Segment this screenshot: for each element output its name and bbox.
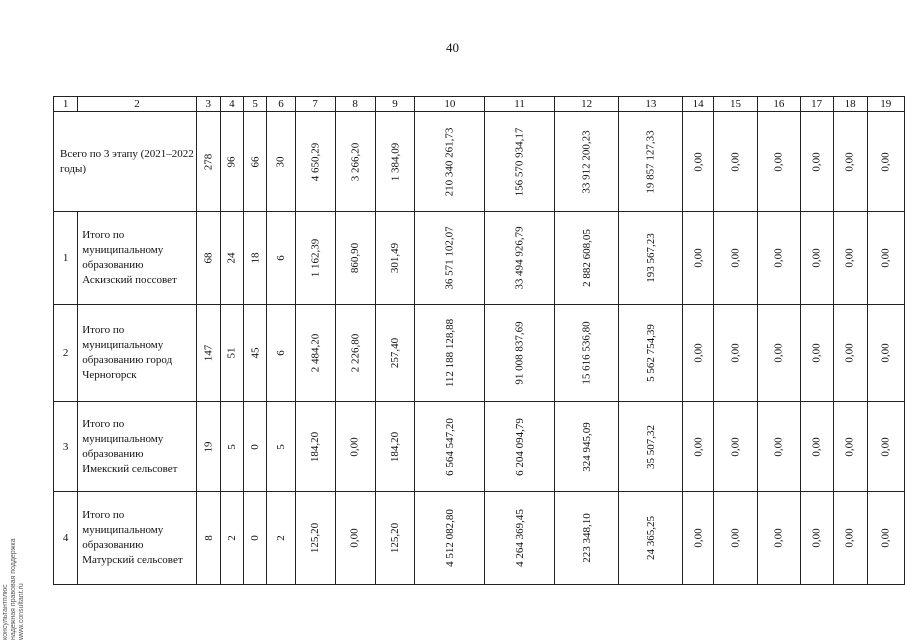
value-text: 0,00 [844,248,857,268]
value-text: 125,20 [389,522,401,554]
value-text: 2 484,20 [309,333,322,373]
value-cell [713,492,757,585]
value-cell [295,112,335,212]
value-cell [220,212,243,305]
value-text: 66 [249,156,262,167]
value-text: 6 564 547,20 [443,417,456,476]
value-cell [800,212,833,305]
total-label: Всего по 3 этапу (2021–2022 годы) [54,112,197,212]
value-cell [196,492,220,585]
page-number: 40 [446,40,459,55]
value-cell [267,305,295,402]
value-text: 8 [202,535,215,541]
value-text: 278 [202,153,215,170]
value-text: 33 912 200,23 [580,129,593,194]
value-text: 5 [274,443,287,450]
value-cell [758,212,801,305]
column-number: 2 [78,97,197,112]
table-row [54,305,905,402]
value-cell [267,112,295,212]
value-cell [713,305,757,402]
table-row [54,212,905,305]
column-number: 12 [554,97,618,112]
value-text: 0,00 [772,436,785,457]
value-text: 0,00 [879,528,892,548]
table-row [54,492,905,585]
value-text: 184,20 [309,431,322,462]
value-text: 0,00 [772,343,785,363]
value-cell [244,402,267,492]
value-cell [683,492,713,585]
value-text: 0,00 [879,436,892,457]
column-number: 15 [713,97,757,112]
value-cell [267,402,295,492]
value-cell [867,112,904,212]
value-text: 4 264 369,45 [513,509,526,567]
value-cell [833,402,867,492]
value-cell [196,112,220,212]
value-text: 19 [202,441,215,452]
value-cell [800,402,833,492]
value-cell [267,492,295,585]
value-cell [244,212,267,305]
value-cell [867,402,904,492]
value-cell [295,305,335,402]
value-text: 0,00 [692,528,705,548]
value-cell [713,112,757,212]
column-number: 18 [833,97,867,112]
value-text: 223 348,10 [580,513,593,563]
value-cell [335,212,375,305]
value-text: 35 507,32 [644,424,657,469]
column-number: 6 [267,97,295,112]
value-text: 0,00 [844,343,857,363]
value-cell [758,305,801,402]
value-cell [220,112,243,212]
row-number: 4 [54,492,78,585]
value-cell [619,212,683,305]
value-cell [867,305,904,402]
value-cell [335,112,375,212]
value-text: 0,00 [349,436,362,457]
value-text: 0,00 [692,151,705,172]
value-text: 0,00 [729,528,742,548]
value-text: 0,00 [729,248,742,268]
value-cell [415,402,485,492]
value-text: 156 570 934,17 [513,127,526,196]
value-text: 6 204 094,79 [513,417,526,476]
value-text: 36 571 102,07 [443,226,456,290]
row-name: Итого по муниципальному образованию город Черногорск [78,305,197,402]
value-cell [800,492,833,585]
value-text: 2 [225,535,238,541]
value-cell [196,305,220,402]
value-text: 2 226,80 [349,333,362,373]
column-number: 4 [220,97,243,112]
value-cell [295,492,335,585]
value-cell [335,305,375,402]
value-text: 0,00 [879,248,892,268]
value-cell [375,212,415,305]
column-number: 1 [54,97,78,112]
value-text: 147 [202,344,215,362]
value-cell [196,212,220,305]
value-text: 125,20 [309,522,322,554]
value-cell [758,402,801,492]
row-number: 2 [54,305,78,402]
value-text: 0,00 [844,528,857,548]
column-number-row [54,97,905,112]
value-cell [485,305,555,402]
value-text: 96 [225,156,238,167]
row-name: Итого по муниципальному образованию Матурский сельсовет [78,492,197,585]
value-cell [335,492,375,585]
value-cell [683,402,713,492]
value-cell [220,305,243,402]
value-cell [220,402,243,492]
value-text: 0,00 [729,436,742,457]
value-cell [683,212,713,305]
value-text: 0,00 [692,436,705,457]
column-number: 7 [295,97,335,112]
row-name: Итого по муниципальному образованию Аскизский поссовет [78,212,197,305]
value-cell [375,112,415,212]
value-text: 0 [249,443,262,450]
value-text: 4 650,29 [309,142,322,181]
column-number: 9 [375,97,415,112]
value-cell [415,305,485,402]
row-number: 1 [54,212,78,305]
value-cell [415,112,485,212]
value-text: 5 [225,443,238,450]
value-cell [758,112,801,212]
value-text: 5 562 754,39 [644,324,657,382]
value-cell [244,305,267,402]
value-text: 24 365,25 [644,516,657,560]
value-cell [485,212,555,305]
value-text: 0,00 [879,151,892,172]
value-cell [485,112,555,212]
value-text: 0,00 [772,528,785,548]
value-cell [713,212,757,305]
value-text: 91 008 837,69 [513,321,526,385]
value-cell [267,212,295,305]
value-cell [295,212,335,305]
value-text: 0,00 [772,248,785,268]
column-number: 13 [619,97,683,112]
value-cell [713,402,757,492]
value-text: 0,00 [810,436,823,457]
stamp-line: консультантплюс [2,584,9,640]
data-table [53,96,905,585]
column-number: 16 [758,97,801,112]
value-cell [554,212,618,305]
value-text: 0,00 [810,151,823,172]
value-text: 3 266,20 [349,142,362,181]
value-cell [867,492,904,585]
value-cell [554,112,618,212]
value-text: 0,00 [692,248,705,268]
value-text: 0,00 [729,343,742,363]
value-text: 18 [249,252,262,264]
value-cell [220,492,243,585]
value-cell [375,402,415,492]
value-text: 0,00 [810,343,823,363]
row-number: 3 [54,402,78,492]
value-text: 1 384,09 [389,142,401,181]
value-cell [833,212,867,305]
total-row [54,112,905,212]
value-cell [619,402,683,492]
column-number: 17 [800,97,833,112]
value-cell [833,305,867,402]
column-number: 11 [485,97,555,112]
value-text: 860,90 [349,242,362,274]
value-text: 0,00 [844,151,857,172]
value-text: 6 [274,255,287,261]
column-number: 10 [415,97,485,112]
value-cell [415,212,485,305]
value-text: 2 [274,535,287,541]
value-text: 0,00 [692,343,705,363]
value-text: 1 162,39 [309,238,322,278]
value-text: 24 [225,252,238,264]
value-cell [554,492,618,585]
value-text: 0,00 [810,248,823,268]
value-cell [867,212,904,305]
value-cell [244,112,267,212]
value-text: 0,00 [349,528,362,548]
value-cell [485,402,555,492]
value-text: 0,00 [729,151,742,172]
value-text: 0 [249,535,262,541]
value-text: 210 340 261,73 [443,127,456,196]
value-text: 33 494 926,79 [513,226,526,290]
value-cell [196,402,220,492]
value-text: 45 [249,347,262,359]
value-cell [683,305,713,402]
value-cell [758,492,801,585]
value-cell [833,492,867,585]
row-name: Итого по муниципальному образованию Имекский сельсовет [78,402,197,492]
column-number: 8 [335,97,375,112]
value-text: 4 512 082,80 [443,509,456,567]
value-text: 0,00 [810,528,823,548]
column-number: 3 [196,97,220,112]
value-text: 0,00 [879,343,892,363]
value-text: 15 616 536,80 [580,321,593,385]
value-text: 184,20 [389,431,401,462]
value-cell [295,402,335,492]
value-text: 0,00 [844,436,857,457]
value-cell [335,402,375,492]
value-text: 193 567,23 [644,233,657,283]
value-text: 301,49 [389,242,401,274]
value-cell [619,112,683,212]
value-text: 19 857 127,33 [644,129,657,194]
value-cell [833,112,867,212]
value-cell [683,112,713,212]
stamp-line: www.consultant.ru [18,583,25,640]
value-text: 0,00 [772,151,785,172]
value-cell [415,492,485,585]
value-text: 68 [202,252,215,264]
value-cell [485,492,555,585]
value-text: 2 882 608,05 [580,229,593,287]
value-cell [800,305,833,402]
value-text: 6 [274,350,287,356]
value-text: 257,40 [389,337,401,369]
value-cell [619,305,683,402]
value-cell [619,492,683,585]
value-text: 324 945,09 [580,421,593,472]
value-cell [244,492,267,585]
value-text: 51 [225,347,238,359]
value-cell [800,112,833,212]
watermark-stamp [2,494,40,640]
column-number: 14 [683,97,713,112]
value-cell [554,402,618,492]
table-row [54,402,905,492]
value-cell [375,492,415,585]
column-number: 19 [867,97,904,112]
stamp-line: надежная правовая поддержка [10,538,17,640]
column-number: 5 [244,97,267,112]
value-text: 112 188 128,88 [443,318,456,388]
value-cell [375,305,415,402]
value-cell [554,305,618,402]
value-text: 30 [274,156,287,167]
